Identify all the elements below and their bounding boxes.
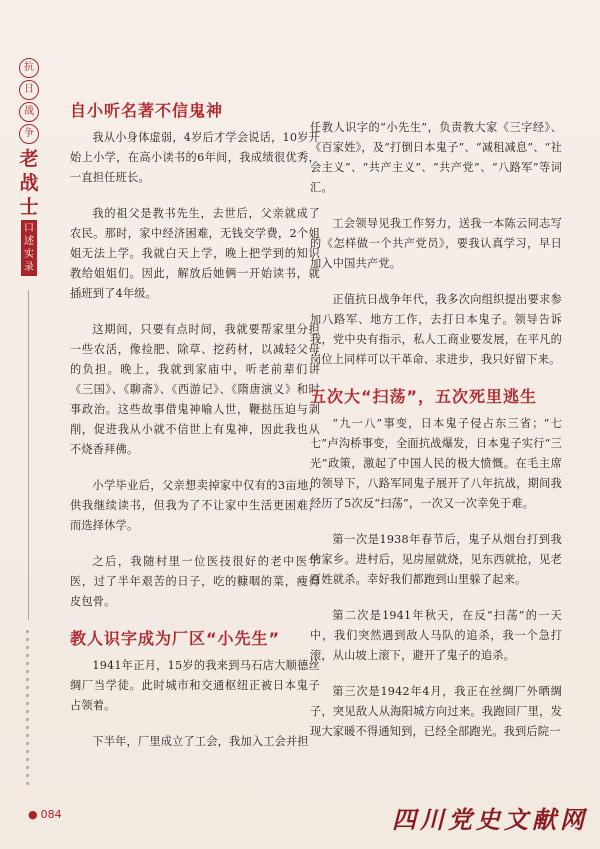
body-paragraph: 下半年，厂里成立了工会，我加入工会并担 [92, 735, 309, 748]
page-number-text: 084 [40, 808, 62, 821]
watermark-text: 四川党史文献网 [392, 805, 588, 834]
banner-box-char: 述 [24, 236, 34, 247]
banner-box-char: 口 [24, 223, 34, 234]
body-paragraph: 第三次是1942年4月，我正在丝绸厂外晒绸子，突见敌人从海阳城方向过来。我跑回厂里，发现大家暖不得通知到，已经全部跑光。我到后院一 [310, 685, 562, 738]
body-paragraph: 我的祖父是教书先生，去世后，父亲就成了农民。那时，家中经济困难，无钱交学费，2个姐姐无法上学。我就白天上学，晚上把学到的知识教给姐姐们。因此，解放后她俩一开始读书，就插班到了4年级。 [70, 207, 320, 300]
body-paragraph: “九一八”事变，日本鬼子侵占东三省；“七七”卢沟桥事变，全面抗战爆发，日本鬼子实行“三光”政策，激起了中国人民的极大愤慨。在毛主席的领导下，八路军同鬼子展开了八年抗战，期间我经历了5次反“扫荡”，一次又一次幸免于难。 [310, 417, 562, 510]
body-paragraph: 第二次是1941年秋天，在反“扫荡”的一天中，我们突然遇到敌人马队的追杀，我一个急打滚，从山坡上滚下，避开了鬼子的追杀。 [310, 609, 562, 662]
banner-circle-char: 抗 [19, 58, 39, 78]
body-paragraph: 我从小身体虚弱，4岁后才学会说话，10岁开始上小学，在高小读书的6年间，我成绩很优秀，一直担任班长。 [70, 131, 320, 184]
body-paragraph: 1941年正月，15岁的我来到马石店大顺德丝绸厂当学徒。此时城市和交通枢纽正被日本鬼子占领着。 [70, 659, 320, 712]
body-paragraph: 工会领导见我工作努力，送我一本陈云同志写的《怎样做一个共产党员》，要我认真学习，早日加入中国共产党。 [310, 217, 562, 270]
right-column [310, 118, 562, 758]
side-dots-decoration [26, 630, 31, 785]
body-paragraph: 之后，我随村里一位医技很好的老中医学医，过了半年艰苦的日子，吃的糠咽的菜，瘦得皮包骨。 [70, 555, 320, 608]
page-number [28, 808, 62, 821]
banner-circle-char: 争 [19, 124, 39, 144]
page-number-bullet-icon: ● [28, 808, 38, 821]
body-paragraph: 第一次是1938年春节后，鬼子从烟台打到我的家乡。进村后，见房屋就烧，见东西就抢，见老百姓就杀。幸好我们都跑到山里躲了起来。 [310, 533, 562, 586]
body-paragraph: 小学毕业后，父亲想卖掉家中仅有的3亩地，供我继续读书，但我为了不让家中生活更困难，而选择休学。 [70, 479, 320, 532]
banner-big-char: 老 [19, 148, 39, 170]
side-divider-line [28, 290, 29, 620]
section-heading: 教人识字成为厂区“小先生” [70, 629, 281, 648]
body-paragraph: 正值抗日战争年代，我多次向组织提出要求参加八路军、地方工作，去打日本鬼子。领导告诉我，党中央有指示，私人工商业要发展，在平凡的岗位上同样可以干革命、求进步，我只好留下来。 [310, 293, 562, 366]
watermark [392, 800, 588, 835]
body-paragraph: 这期间，只要有点时间，我就要帮家里分担一些农活，像捡肥、除草、挖药材，以减轻父母的负担。晚上，我就到家庙中，听老前辈们讲《三国》、《聊斋》、《西游记》、《隋唐演义》和时事政治。这些故事借鬼神喻人世，鞭挞压迫与剥削，促进我从小就不信世上有鬼神，因此我也从不烧香拜佛。 [70, 323, 320, 456]
section-heading: 五次大“扫荡”，五次死里逃生 [310, 387, 538, 406]
banner-big-char: 战 [19, 172, 39, 194]
banner-box-char: 录 [24, 262, 34, 273]
banner-box-char: 实 [24, 249, 34, 260]
left-column [70, 100, 320, 768]
banner-box-column [21, 220, 37, 276]
banner-circle-char: 战 [19, 102, 39, 122]
banner-big-char: 士 [19, 196, 39, 218]
banner-circle-char: 日 [19, 80, 39, 100]
side-banner [14, 58, 44, 276]
body-paragraph: 任教人识字的“小先生”，负责教大家《三字经》、《百家姓》，及“打倒日本鬼子”、“减租减息”、“社会主义”、“共产主义”、“共产党”、“八路军”等词汇。 [310, 121, 562, 194]
section-heading: 自小听名著不信鬼神 [70, 101, 224, 120]
